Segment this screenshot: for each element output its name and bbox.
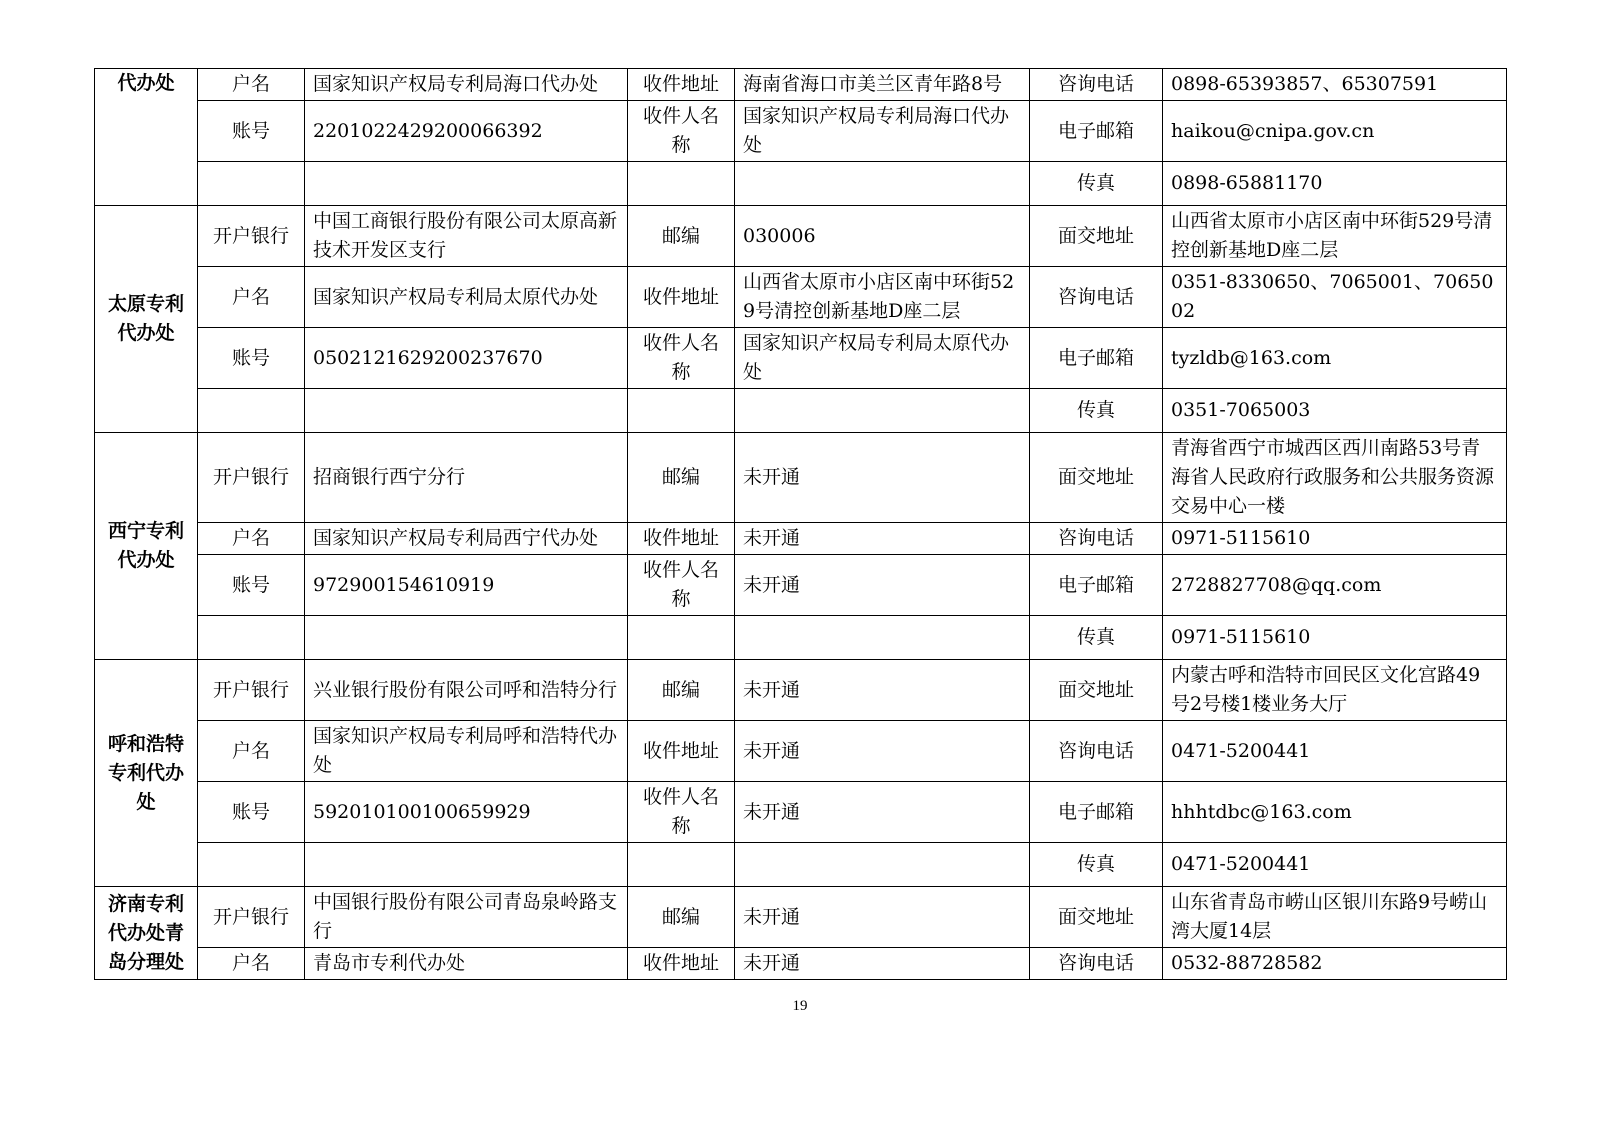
field-label: 账号 <box>198 328 305 389</box>
field-value: 未开通 <box>735 782 1030 843</box>
field-value: 未开通 <box>735 433 1030 523</box>
field-value: 招商银行西宁分行 <box>305 433 628 523</box>
field-label: 传真 <box>1030 843 1163 887</box>
field-value: 0971-5115610 <box>1163 523 1507 555</box>
field-label: 面交地址 <box>1030 660 1163 721</box>
field-value: haikou@cnipa.gov.cn <box>1163 101 1507 162</box>
field-label: 面交地址 <box>1030 887 1163 948</box>
field-label <box>198 162 305 206</box>
field-value: 青海省西宁市城西区西川南路53号青海省人民政府行政服务和公共服务资源交易中心一楼 <box>1163 433 1507 523</box>
field-value: 国家知识产权局专利局西宁代办处 <box>305 523 628 555</box>
office-name: 西宁专利代办处 <box>95 433 198 660</box>
field-label: 邮编 <box>628 206 735 267</box>
office-name: 呼和浩特专利代办处 <box>95 660 198 887</box>
field-label: 咨询电话 <box>1030 948 1163 980</box>
field-value: 未开通 <box>735 555 1030 616</box>
office-name: 太原专利代办处 <box>95 206 198 433</box>
field-label: 咨询电话 <box>1030 523 1163 555</box>
field-label: 户名 <box>198 267 305 328</box>
field-label: 邮编 <box>628 887 735 948</box>
field-value: 2201022429200066392 <box>305 101 628 162</box>
field-value <box>735 162 1030 206</box>
field-value: 山东省青岛市崂山区银川东路9号崂山湾大厦14层 <box>1163 887 1507 948</box>
table-row <box>95 843 1507 887</box>
field-label: 传真 <box>1030 389 1163 433</box>
table-row <box>95 523 1507 555</box>
field-label <box>628 162 735 206</box>
field-value: hhhtdbc@163.com <box>1163 782 1507 843</box>
field-label <box>628 843 735 887</box>
field-label: 电子邮箱 <box>1030 101 1163 162</box>
table-row <box>95 433 1507 523</box>
field-label: 账号 <box>198 101 305 162</box>
field-label: 咨询电话 <box>1030 267 1163 328</box>
field-value: 030006 <box>735 206 1030 267</box>
office-name: 代办处 <box>95 69 198 206</box>
field-label: 咨询电话 <box>1030 69 1163 101</box>
table-row <box>95 389 1507 433</box>
table-row <box>95 616 1507 660</box>
field-value: 山西省太原市小店区南中环街529号清控创新基地D座二层 <box>735 267 1030 328</box>
field-label: 开户银行 <box>198 433 305 523</box>
field-label: 传真 <box>1030 162 1163 206</box>
field-value <box>735 616 1030 660</box>
field-value: 未开通 <box>735 523 1030 555</box>
field-label: 收件地址 <box>628 69 735 101</box>
field-value: 内蒙古呼和浩特市回民区文化宫路49号2号楼1楼业务大厅 <box>1163 660 1507 721</box>
field-value: 中国银行股份有限公司青岛泉岭路支行 <box>305 887 628 948</box>
field-label: 面交地址 <box>1030 206 1163 267</box>
field-label: 户名 <box>198 948 305 980</box>
field-value <box>735 389 1030 433</box>
table-row <box>95 782 1507 843</box>
field-value: 未开通 <box>735 660 1030 721</box>
field-value: 2728827708@qq.com <box>1163 555 1507 616</box>
table-row <box>95 887 1507 948</box>
field-label: 传真 <box>1030 616 1163 660</box>
field-value: 未开通 <box>735 887 1030 948</box>
table-body <box>95 69 1507 980</box>
field-value: tyzldb@163.com <box>1163 328 1507 389</box>
field-value: 0351-8330650、7065001、7065002 <box>1163 267 1507 328</box>
field-label: 电子邮箱 <box>1030 782 1163 843</box>
table-row <box>95 267 1507 328</box>
field-label: 账号 <box>198 555 305 616</box>
field-label: 户名 <box>198 721 305 782</box>
field-label: 账号 <box>198 782 305 843</box>
field-value: 海南省海口市美兰区青年路8号 <box>735 69 1030 101</box>
field-value: 未开通 <box>735 721 1030 782</box>
field-value: 兴业银行股份有限公司呼和浩特分行 <box>305 660 628 721</box>
table-row <box>95 101 1507 162</box>
field-label: 面交地址 <box>1030 433 1163 523</box>
table-row <box>95 69 1507 101</box>
field-value: 国家知识产权局专利局呼和浩特代办处 <box>305 721 628 782</box>
field-value: 0971-5115610 <box>1163 616 1507 660</box>
field-label: 开户银行 <box>198 660 305 721</box>
field-value: 0898-65393857、65307591 <box>1163 69 1507 101</box>
field-value <box>735 843 1030 887</box>
field-label: 户名 <box>198 69 305 101</box>
field-label <box>198 843 305 887</box>
table-row <box>95 328 1507 389</box>
table-row <box>95 555 1507 616</box>
field-label: 电子邮箱 <box>1030 555 1163 616</box>
field-value: 0898-65881170 <box>1163 162 1507 206</box>
field-value: 国家知识产权局专利局海口代办处 <box>735 101 1030 162</box>
field-label: 收件人名称 <box>628 328 735 389</box>
field-value: 国家知识产权局专利局太原代办处 <box>735 328 1030 389</box>
office-name: 济南专利代办处青岛分理处 <box>95 887 198 980</box>
table-row <box>95 206 1507 267</box>
field-label: 收件地址 <box>628 267 735 328</box>
field-value: 0502121629200237670 <box>305 328 628 389</box>
field-value <box>305 843 628 887</box>
field-label <box>628 616 735 660</box>
field-value: 未开通 <box>735 948 1030 980</box>
field-value: 0532-88728582 <box>1163 948 1507 980</box>
field-label: 收件人名称 <box>628 555 735 616</box>
field-value: 国家知识产权局专利局太原代办处 <box>305 267 628 328</box>
office-info-table <box>94 68 1507 980</box>
field-value: 山西省太原市小店区南中环街529号清控创新基地D座二层 <box>1163 206 1507 267</box>
field-value <box>305 162 628 206</box>
table-row <box>95 162 1507 206</box>
field-value: 国家知识产权局专利局海口代办处 <box>305 69 628 101</box>
field-value: 0471-5200441 <box>1163 843 1507 887</box>
field-value: 972900154610919 <box>305 555 628 616</box>
table-row <box>95 948 1507 980</box>
field-value: 0351-7065003 <box>1163 389 1507 433</box>
field-value: 0471-5200441 <box>1163 721 1507 782</box>
page-number: 19 <box>792 998 808 1014</box>
field-label: 户名 <box>198 523 305 555</box>
field-label: 咨询电话 <box>1030 721 1163 782</box>
field-value: 青岛市专利代办处 <box>305 948 628 980</box>
field-label: 收件人名称 <box>628 101 735 162</box>
field-label <box>628 389 735 433</box>
table-row <box>95 660 1507 721</box>
field-value: 592010100100659929 <box>305 782 628 843</box>
field-label <box>198 389 305 433</box>
field-value: 中国工商银行股份有限公司太原高新技术开发区支行 <box>305 206 628 267</box>
field-label: 邮编 <box>628 660 735 721</box>
field-label: 收件地址 <box>628 523 735 555</box>
field-label: 收件地址 <box>628 948 735 980</box>
field-label: 开户银行 <box>198 206 305 267</box>
field-label: 收件地址 <box>628 721 735 782</box>
field-label <box>198 616 305 660</box>
field-label: 收件人名称 <box>628 782 735 843</box>
field-label: 电子邮箱 <box>1030 328 1163 389</box>
table-row <box>95 721 1507 782</box>
field-value <box>305 616 628 660</box>
field-label: 开户银行 <box>198 887 305 948</box>
field-value <box>305 389 628 433</box>
field-label: 邮编 <box>628 433 735 523</box>
